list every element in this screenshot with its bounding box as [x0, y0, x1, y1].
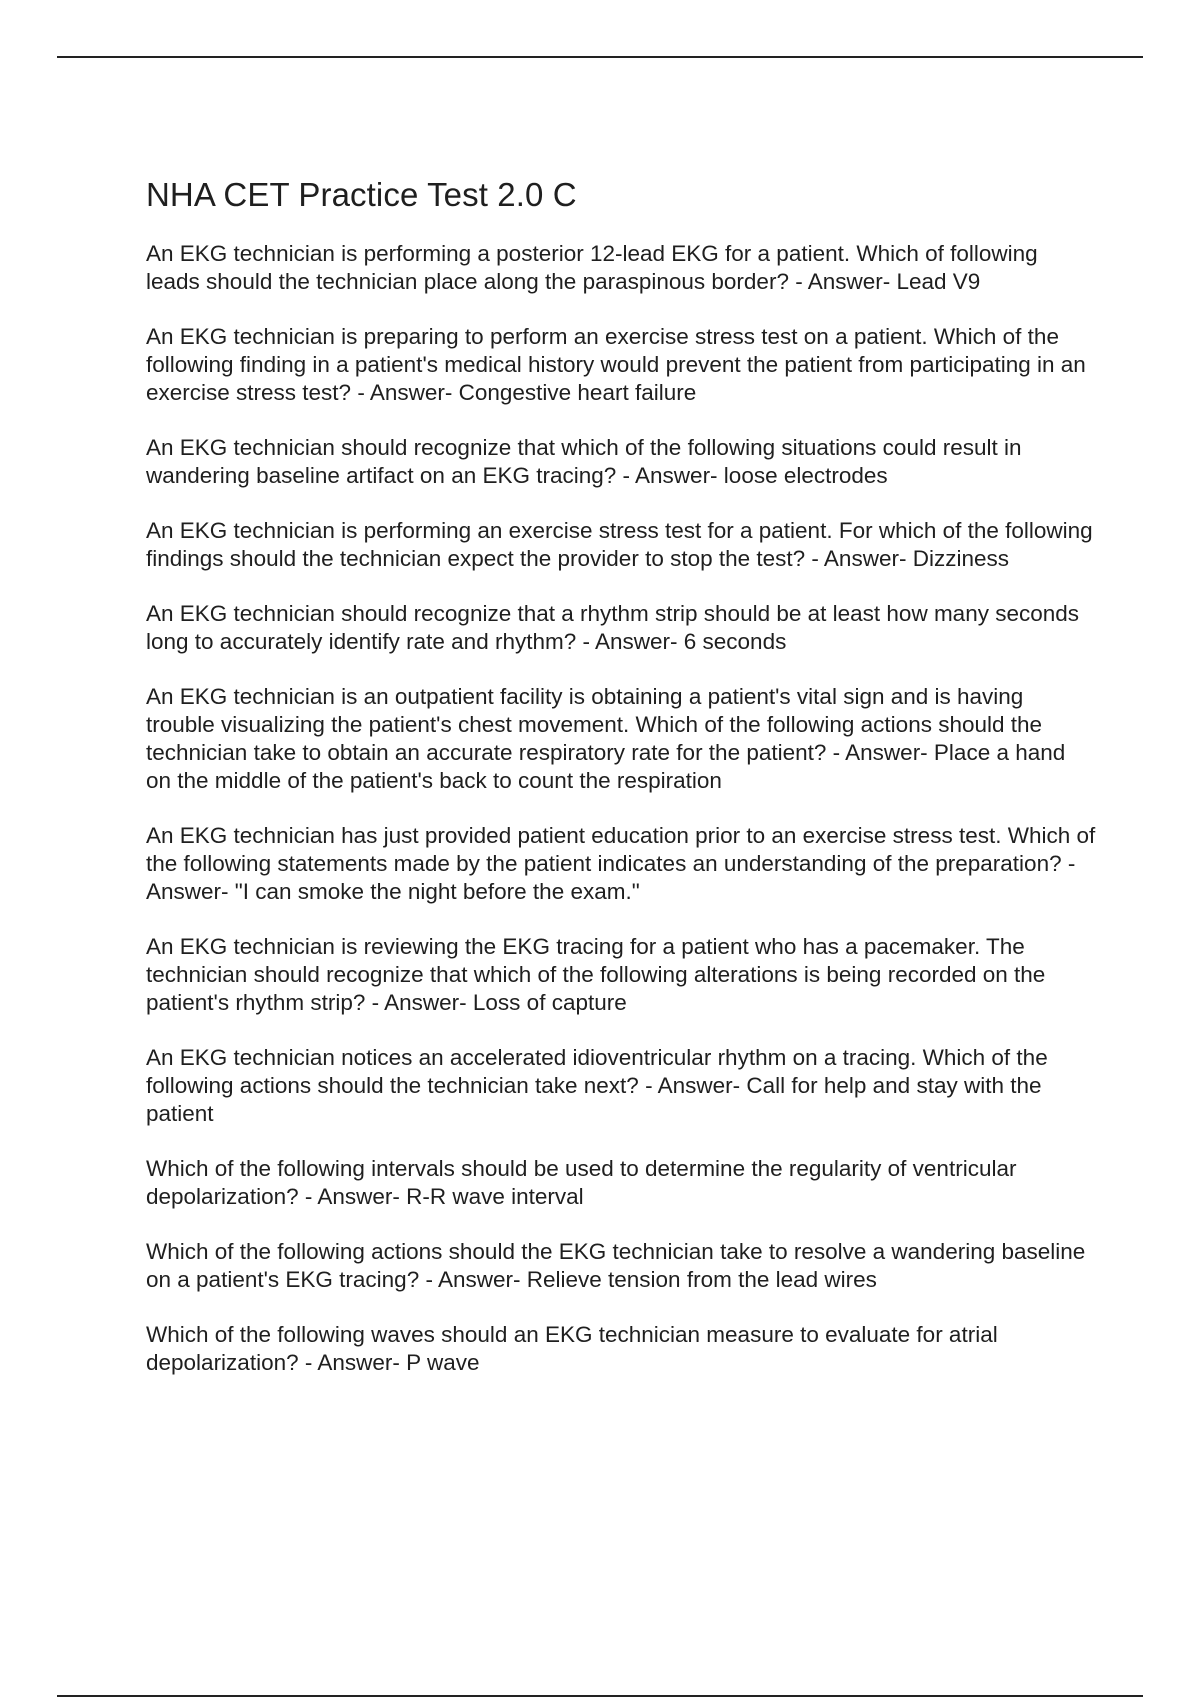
qa-item: Which of the following waves should an EKG technician measure to evaluate for atrial depolarization? - Answer- P wave: [146, 1322, 998, 1375]
qa-item: An EKG technician is reviewing the EKG tracing for a patient who has a pacemaker. The technician should recognize that which of the following alterations is being recorded on the patient's rhythm strip? - Answer- Loss of capture: [146, 934, 1046, 1015]
header-rule: [57, 56, 1143, 58]
page-content: [146, 174, 1096, 1404]
page-title: NHA CET Practice Test 2.0 C: [146, 176, 577, 213]
qa-item: Which of the following intervals should be used to determine the regularity of ventricular depolarization? - Answer- R-R wave interval: [146, 1156, 1017, 1209]
qa-item: An EKG technician notices an accelerated idioventricular rhythm on a tracing. Which of the following actions should the technician take next? - Answer- Call for help and stay with the patient: [146, 1045, 1048, 1126]
qa-item: An EKG technician is an outpatient facility is obtaining a patient's vital sign and is having trouble visualizing the patient's chest movement. Which of the following actions should the technician take to obtain an accurate respiratory rate for the patient? - Answer- Place a hand on the middle of the patient's back to count the respiration: [146, 684, 1066, 793]
qa-item: Which of the following actions should the EKG technician take to resolve a wandering baseline on a patient's EKG tracing? - Answer- Relieve tension from the lead wires: [146, 1239, 1086, 1292]
qa-item: An EKG technician should recognize that a rhythm strip should be at least how many seconds long to accurately identify rate and rhythm? - Answer- 6 seconds: [146, 601, 1080, 654]
footer-rule: [57, 1695, 1143, 1697]
qa-item: An EKG technician should recognize that which of the following situations could result in wandering baseline artifact on an EKG tracing? - Answer- loose electrodes: [146, 435, 1022, 488]
qa-item: An EKG technician is preparing to perform an exercise stress test on a patient. Which of the following finding in a patient's medical history would prevent the patient from participating in an exercise stress test? - Answer- Congestive heart failure: [146, 324, 1086, 405]
qa-item: An EKG technician is performing a posterior 12-lead EKG for a patient. Which of following leads should the technician place along the paraspinous border? - Answer- Lead V9: [146, 241, 1038, 294]
qa-item: An EKG technician is performing an exercise stress test for a patient. For which of the following findings should the technician expect the provider to stop the test? - Answer- Dizziness: [146, 518, 1093, 571]
qa-item: An EKG technician has just provided patient education prior to an exercise stress test. Which of the following statements made by the patient indicates an understanding of the preparation? - Answer- "I can smoke the night before the exam.": [146, 823, 1096, 904]
